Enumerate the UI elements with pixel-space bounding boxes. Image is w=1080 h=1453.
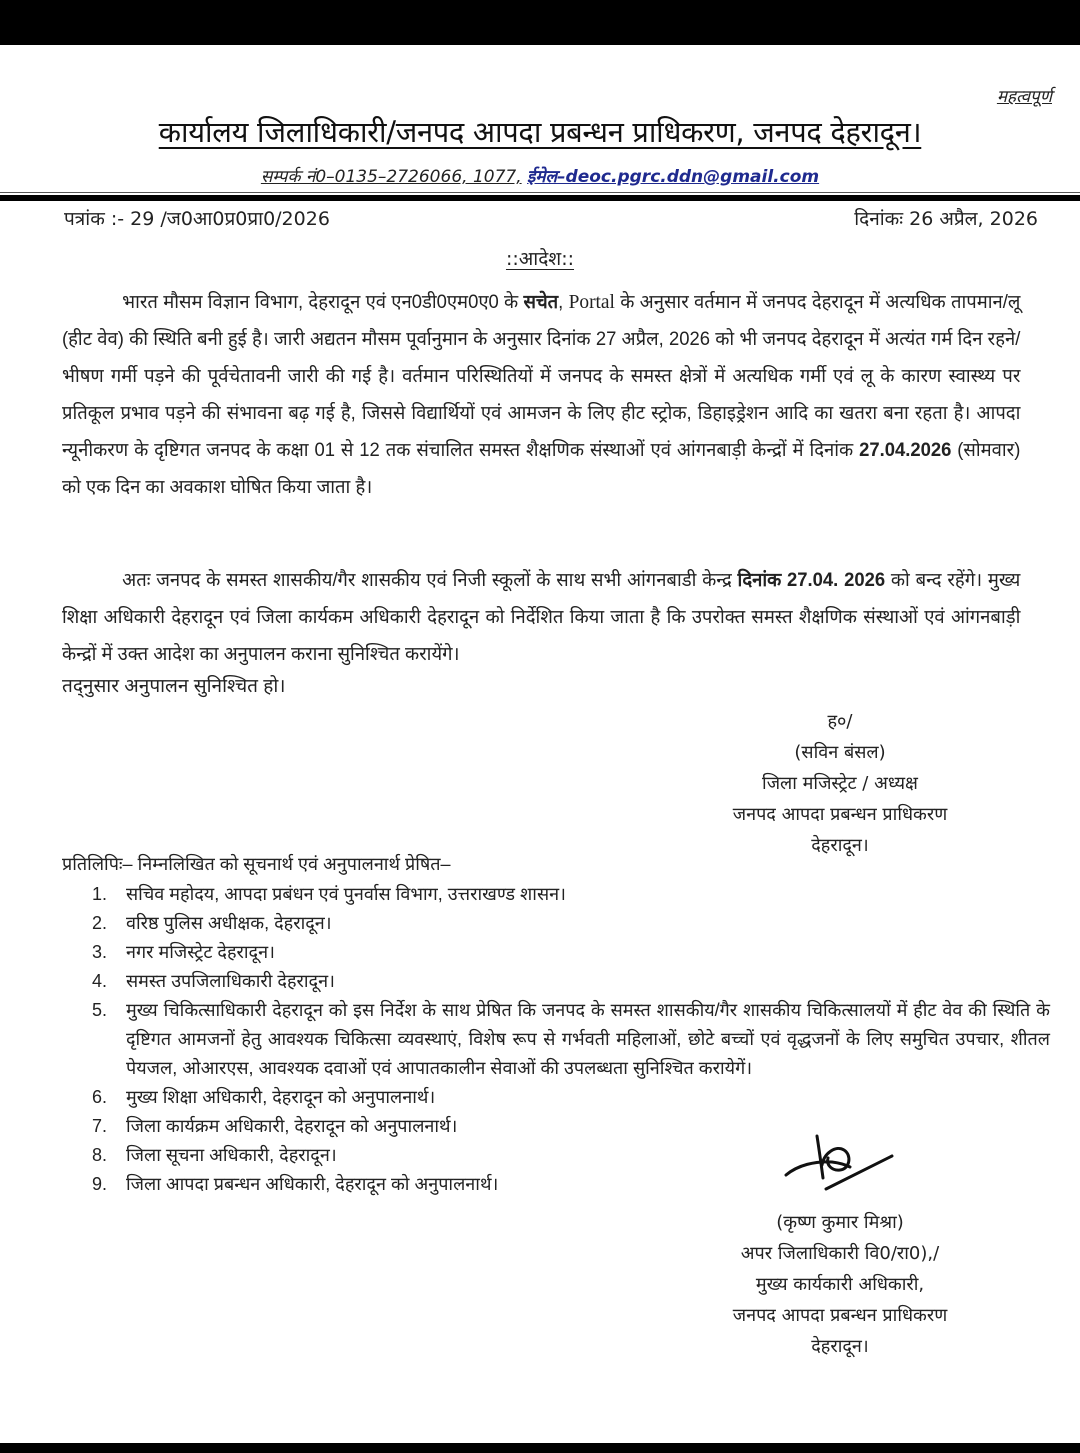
para2-bold-date: दिनांक 27.04. 2026: [737, 570, 886, 591]
contact-line: [0, 164, 1080, 187]
signatory-place: देहरादून।: [811, 1336, 869, 1357]
signatory-block-1: [690, 706, 990, 861]
top-black-border: [0, 0, 1080, 45]
list-item-text: जिला सूचना अधिकारी, देहरादून।: [126, 1145, 337, 1165]
signatory-name: (सविन बंसल): [794, 742, 886, 763]
header-divider-thin: [0, 192, 1080, 193]
list-item-number: 1.: [92, 884, 108, 904]
letter-number: पत्रांक :- 29 /ज0आ0प्र0प्रा0/2026: [64, 208, 330, 230]
list-item-text: मुख्य चिकित्साधिकारी देहरादून को इस निर्देश के साथ प्रेषित कि जनपद के समस्त शासकीय/गैर शासकीय चिकित्सालयों में हीट वेव की स्थिति के दृष्टिगत आमजनों हेतु आवश्यक चिकित्सा व्यवस्थाएं, विशेष रूप से गर्भवती महिलाओं, छोटे बच्चों एवं वृद्धजनों के लिए समुचित उपचार, शीतल पेयजल, ओआरएस, आवश्यक दवाओं एवं आपातकालीन सेवाओं की उपलब्धता सुनिश्चित करायेगें।: [126, 1000, 1050, 1078]
signed-mark: ह०/: [827, 711, 853, 732]
para1-portal: Portal: [568, 291, 615, 313]
para1-text-c: के अनुसार वर्तमान में जनपद देहरादून में अत्यधिक तापमान/लू (हीट वेव) की स्थिति बनी हुई है। जारी अद्यतन मौसम पूर्वानुमान के अनुसार दिनांक 27 अप्रैल, 2026 को भी जनपद देहरादून में अत्यंत गर्म दिन रहने/भीषण गर्मी पड़ने की पूर्वचेतावनी जारी की गई है। वर्तमान परिस्थितियों में जनपद के समस्त क्षेत्रों में अत्यधिक गर्मी एवं लू के कारण स्वास्थ्य पर प्रतिकूल प्रभाव पड़ने की संभावना बढ़ गई है, जिससे विद्यार्थियों एवं आमजन के लिए हीट स्ट्रोक, डिहाइड्रेशन आदि का खतरा बना रहता है। आपदा न्यूनीकरण के दृष्टिगत जनपद के कक्षा 01 से 12 तक संचालित समस्त शैक्षणिक संस्थाओं एवं आंगनबाड़ी केन्द्रों में दिनांक: [62, 292, 1021, 461]
list-item: [92, 938, 1050, 967]
list-item-text: जिला आपदा प्रबन्धन अधिकारी, देहरादून को अनुपालनार्थ।: [126, 1174, 499, 1194]
list-item: [92, 1083, 1050, 1112]
list-item-text: वरिष्ठ पुलिस अधीक्षक, देहरादून।: [126, 913, 332, 933]
para1-bold-word: सचेत: [523, 292, 559, 313]
list-item-number: 3.: [92, 942, 108, 962]
handwritten-signature: [770, 1125, 910, 1200]
letter-date: दिनांकः 26 अप्रैल, 2026: [854, 208, 1038, 230]
signatory-role: मुख्य कार्यकारी अधिकारी,: [755, 1274, 925, 1295]
order-paragraph-1: [62, 284, 1020, 506]
importance-mark: महत्वपूर्ण: [996, 87, 1052, 107]
signatory-block-2: [690, 1207, 990, 1362]
signature-stroke-diagonal: [826, 1156, 892, 1189]
list-item-number: 4.: [92, 971, 108, 991]
signatory-name: (कृष्ण कुमार मिश्रा): [776, 1212, 904, 1233]
list-item-text: समस्त उपजिलाधिकारी देहरादून।: [126, 971, 335, 991]
para1-bold-date: 27.04.2026: [859, 440, 952, 461]
list-item-number: 5.: [92, 1000, 108, 1020]
signature-stroke-vertical: [817, 1136, 823, 1178]
list-item-text: जिला कार्यक्रम अधिकारी, देहरादून को अनुपालनार्थ।: [126, 1116, 458, 1136]
contact-phone: सम्पर्क नं0–0135–2726066, 1077,: [260, 167, 522, 187]
list-item: [92, 967, 1050, 996]
list-item: [92, 996, 1050, 1083]
order-paragraph-2: [62, 562, 1020, 673]
email-link[interactable]: ईमेल–deoc.pgrc.ddn@gmail.com: [527, 167, 820, 187]
list-item-text: मुख्य शिक्षा अधिकारी, देहरादून को अनुपालनार्थ।: [126, 1087, 436, 1107]
bottom-black-border: [0, 1443, 1080, 1453]
list-item-text: सचिव महोदय, आपदा प्रबंधन एवं पुनर्वास विभाग, उत्तराखण्ड शासन।: [126, 884, 566, 904]
signatory-authority: जनपद आपदा प्रबन्धन प्राधिकरण: [732, 804, 948, 825]
office-title: कार्यालय जिलाधिकारी/जनपद आपदा प्रबन्धन प्राधिकरण, जनपद देहरादून।: [158, 115, 922, 149]
order-heading: ::आदेश::: [505, 248, 575, 270]
list-item-number: 2.: [92, 913, 108, 933]
header-divider-thick: [0, 195, 1080, 201]
para2-text-a: अतः जनपद के समस्त शासकीय/गैर शासकीय एवं निजी स्कूलों के साथ सभी आंगनबाडी केन्द्र: [122, 570, 738, 591]
signature-stroke-curve: [786, 1162, 850, 1175]
closing-line: तद्नुसार अनुपालन सुनिश्चित हो।: [62, 676, 286, 697]
para2-text-b: को बन्द रहेंगे। मुख्य शिक्षा अधिकारी देहरादून एवं जिला कार्यकम अधिकारी देहरादून को निर्देशित किया जाता है कि उपरोक्त समस्त शैक्षणिक संस्थाओं एवं आंगनबाड़ी केन्द्रों में उक्त आदेश का अनुपालन कराना सुनिश्चित करायेंगे।: [62, 570, 1021, 665]
list-item-number: 8.: [92, 1145, 108, 1165]
signatory-designation: जिला मजिस्ट्रेट / अध्यक्ष: [762, 773, 918, 794]
signature-stroke-loop: [822, 1148, 849, 1170]
signatory-authority: जनपद आपदा प्रबन्धन प्राधिकरण: [732, 1305, 948, 1326]
list-item-number: 7.: [92, 1116, 108, 1136]
list-item: [92, 880, 1050, 909]
list-item-text: नगर मजिस्ट्रेट देहरादून।: [126, 942, 275, 962]
list-item-number: 6.: [92, 1087, 108, 1107]
list-item: [92, 909, 1050, 938]
para1-text-d: (सोमवार) को एक दिन का अवकाश घोषित किया जाता है।: [62, 440, 1021, 498]
para1-text-a: भारत मौसम विज्ञान विभाग, देहरादून एवं एन0डी0एम0ए0 के: [122, 292, 524, 313]
list-item-number: 9.: [92, 1174, 108, 1194]
signatory-designation: अपर जिलाधिकारी वि0/रा0),/: [740, 1243, 940, 1264]
signatory-place: देहरादून।: [811, 835, 869, 856]
para1-text-b: ,: [558, 292, 569, 313]
copy-to-heading: प्रतिलिपिः– निम्नलिखित को सूचनार्थ एवं अनुपालनार्थ प्रेषित–: [62, 854, 451, 874]
